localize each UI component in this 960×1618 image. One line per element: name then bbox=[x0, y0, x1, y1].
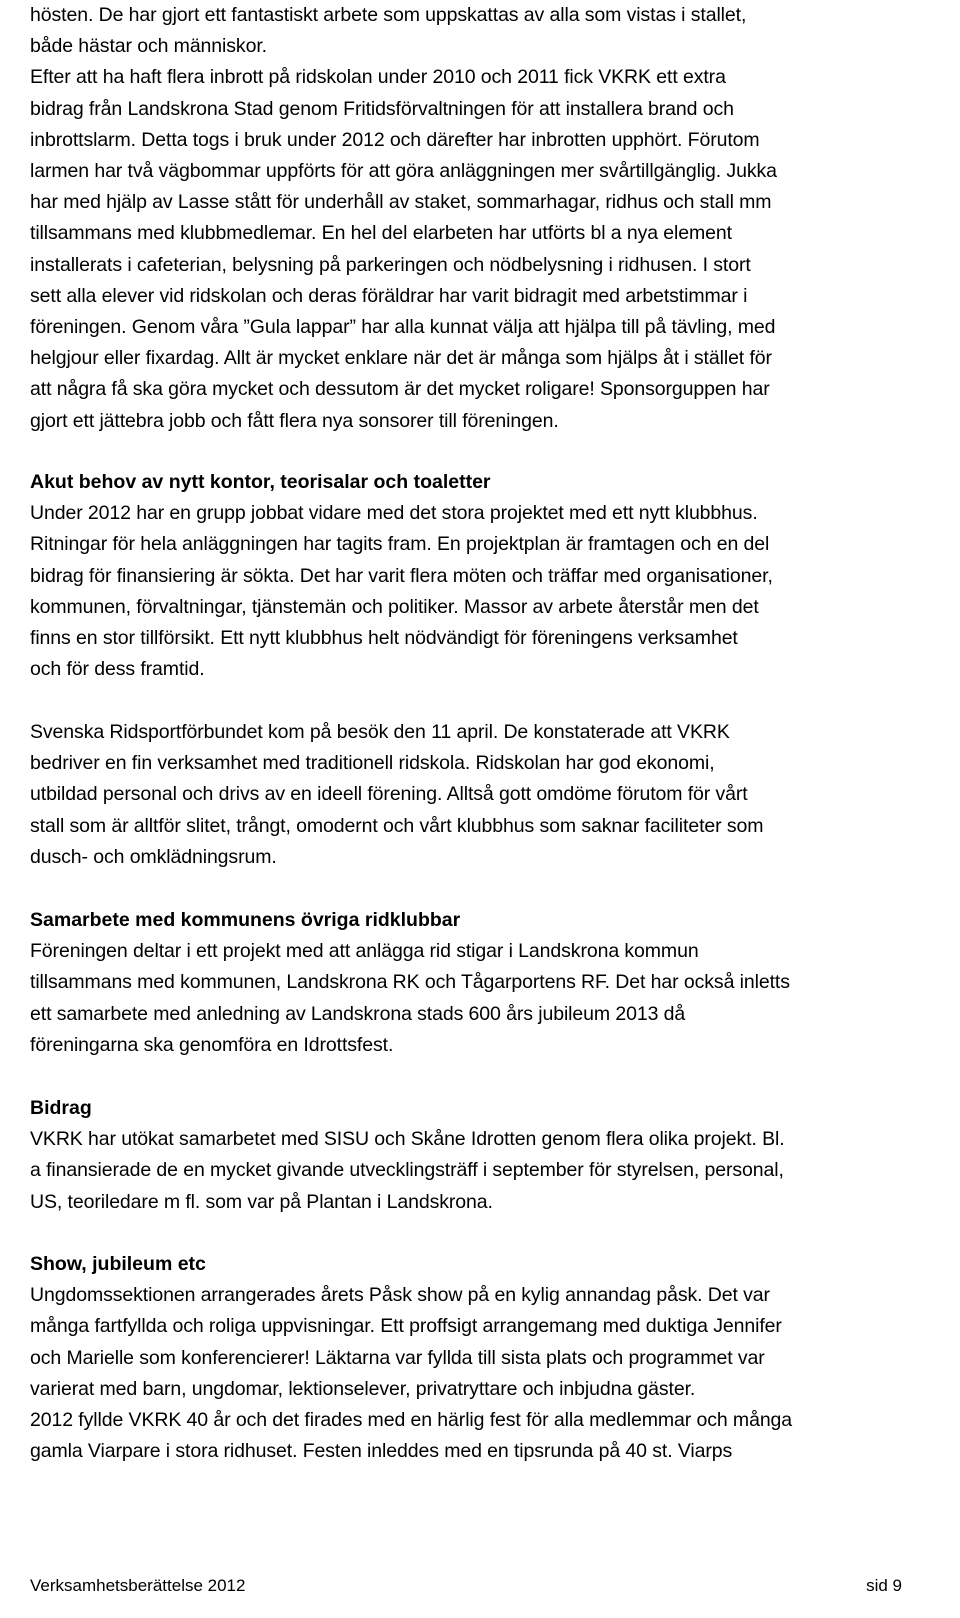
text-line: många fartfyllda och roliga uppvisningar. Ett proffsigt arrangemang med duktiga Jennifer bbox=[30, 1315, 782, 1338]
section-samarbete bbox=[30, 905, 944, 1061]
text-line: och Marielle som konferencierer! Läktarna var fyllda till sista plats och programmet var bbox=[30, 1346, 765, 1369]
text-line: bidrag från Landskrona Stad genom Fritidsförvaltningen för att installera brand och bbox=[30, 97, 734, 120]
text-line: Ungdomssektionen arrangerades årets Påsk show på en kylig annandag påsk. Det var bbox=[30, 1284, 770, 1307]
text-line: sett alla elever vid ridskolan och deras föräldrar har varit bidragit med arbetstimmar i bbox=[30, 284, 748, 307]
text-line: bidrag för finansiering är sökta. Det har varit flera möten och träffar med organisationer, bbox=[30, 564, 773, 587]
footer-page-number: sid 9 bbox=[866, 1576, 902, 1595]
text-line: larmen har två vägbommar uppförts för att göra anläggningen mer svårtillgänglig. Jukka bbox=[30, 160, 777, 183]
section-kontor bbox=[30, 467, 944, 685]
text-line: Ritningar för hela anläggningen har tagits fram. En projektplan är framtagen och en del bbox=[30, 533, 770, 556]
section-besok bbox=[30, 717, 944, 873]
section-paragraph bbox=[30, 717, 944, 873]
text-line: föreningarna ska genomföra en Idrottsfest. bbox=[30, 1033, 394, 1056]
intro-paragraph bbox=[30, 0, 944, 437]
text-line: 2012 fyllde VKRK 40 år och det firades med en härlig fest för alla medlemmar och många bbox=[30, 1409, 793, 1432]
text-line: gamla Viarpare i stora ridhuset. Festen inleddes med en tipsrunda på 40 st. Viarps bbox=[30, 1440, 733, 1463]
text-line: Svenska Ridsportförbundet kom på besök den 11 april. De konstaterade att VKRK bbox=[30, 721, 730, 743]
text-line: VKRK har utökat samarbetet med SISU och Skåne Idrotten genom flera olika projekt. Bl. bbox=[30, 1128, 785, 1151]
text-line: stall som är alltför slitet, trångt, omodernt och vårt klubbhus som saknar faciliteter som bbox=[30, 814, 764, 837]
text-line: ett samarbete med anledning av Landskrona stads 600 års jubileum 2013 då bbox=[30, 1002, 686, 1025]
section-paragraph bbox=[30, 498, 944, 685]
text-line: både hästar och människor. bbox=[30, 35, 267, 58]
section-show bbox=[30, 1249, 944, 1467]
section-paragraph bbox=[30, 1280, 944, 1467]
text-line: inbrottslarm. Detta togs i bruk under 2012 och därefter har inbrotten upphört. Förutom bbox=[30, 128, 760, 151]
footer-document-title: Verksamhetsberättelse 2012 bbox=[30, 1576, 246, 1595]
text-line: har med hjälp av Lasse stått för underhåll av staket, sommarhagar, ridhus och stall mm bbox=[30, 191, 772, 214]
text-line: dusch- och omklädningsrum. bbox=[30, 845, 277, 868]
text-line: finns en stor tillförsikt. Ett nytt klubbhus helt nödvändigt för föreningens verksamhet bbox=[30, 627, 738, 650]
text-line: varierat med barn, ungdomar, lektionselever, privatryttare och inbjudna gäster. bbox=[30, 1377, 696, 1400]
text-line: helgjour eller fixardag. Allt är mycket enklare när det är många som hjälps åt i stället för bbox=[30, 347, 772, 370]
text-line: Efter att ha haft flera inbrott på ridskolan under 2010 och 2011 fick VKRK ett extra bbox=[30, 66, 726, 89]
text-line: US, teoriledare m fl. som var på Plantan i Landskrona. bbox=[30, 1190, 493, 1213]
text-line: gjort ett jättebra jobb och fått flera nya sonsorer till föreningen. bbox=[30, 409, 559, 432]
text-line: Under 2012 har en grupp jobbat vidare med det stora projektet med ett nytt klubbhus. bbox=[30, 502, 758, 525]
text-line: installerats i cafeterian, belysning på parkeringen och nödbelysning i ridhusen. I stort bbox=[30, 253, 751, 276]
text-line: bedriver en fin verksamhet med traditionell ridskola. Ridskolan har god ekonomi, bbox=[30, 752, 715, 775]
text-line: föreningen. Genom våra ”Gula lappar” har alla kunnat välja att hjälpa till på tävling, med bbox=[30, 316, 776, 339]
section-bidrag bbox=[30, 1093, 944, 1218]
section-paragraph bbox=[30, 936, 944, 1061]
intro-section bbox=[30, 0, 944, 437]
text-line: hösten. De har gjort ett fantastiskt arbete som uppskattas av alla som vistas i stallet, bbox=[30, 4, 747, 26]
section-heading: Akut behov av nytt kontor, teorisalar och toaletter bbox=[30, 471, 491, 493]
section-paragraph bbox=[30, 1124, 944, 1218]
text-line: att några få ska göra mycket och dessutom är det mycket roligare! Sponsorguppen har bbox=[30, 378, 770, 401]
section-heading: Bidrag bbox=[30, 1097, 92, 1119]
section-heading: Show, jubileum etc bbox=[30, 1253, 206, 1275]
text-line: tillsammans med kommunen, Landskrona RK och Tågarportens RF. Det har också inletts bbox=[30, 971, 790, 994]
text-line: kommunen, förvaltningar, tjänstemän och politiker. Massor av arbete återstår men det bbox=[30, 595, 759, 618]
text-line: a finansierade de en mycket givande utvecklingsträff i september för styrelsen, personal, bbox=[30, 1159, 784, 1182]
text-line: Föreningen deltar i ett projekt med att anlägga rid stigar i Landskrona kommun bbox=[30, 940, 699, 963]
section-heading: Samarbete med kommunens övriga ridklubbar bbox=[30, 909, 461, 931]
text-line: och för dess framtid. bbox=[30, 658, 205, 681]
text-line: utbildad personal och drivs av en ideell förening. Alltså gott omdöme förutom för vårt bbox=[30, 783, 748, 806]
text-line: tillsammans med klubbmedlemar. En hel del elarbeten har utförts bl a nya element bbox=[30, 222, 732, 245]
